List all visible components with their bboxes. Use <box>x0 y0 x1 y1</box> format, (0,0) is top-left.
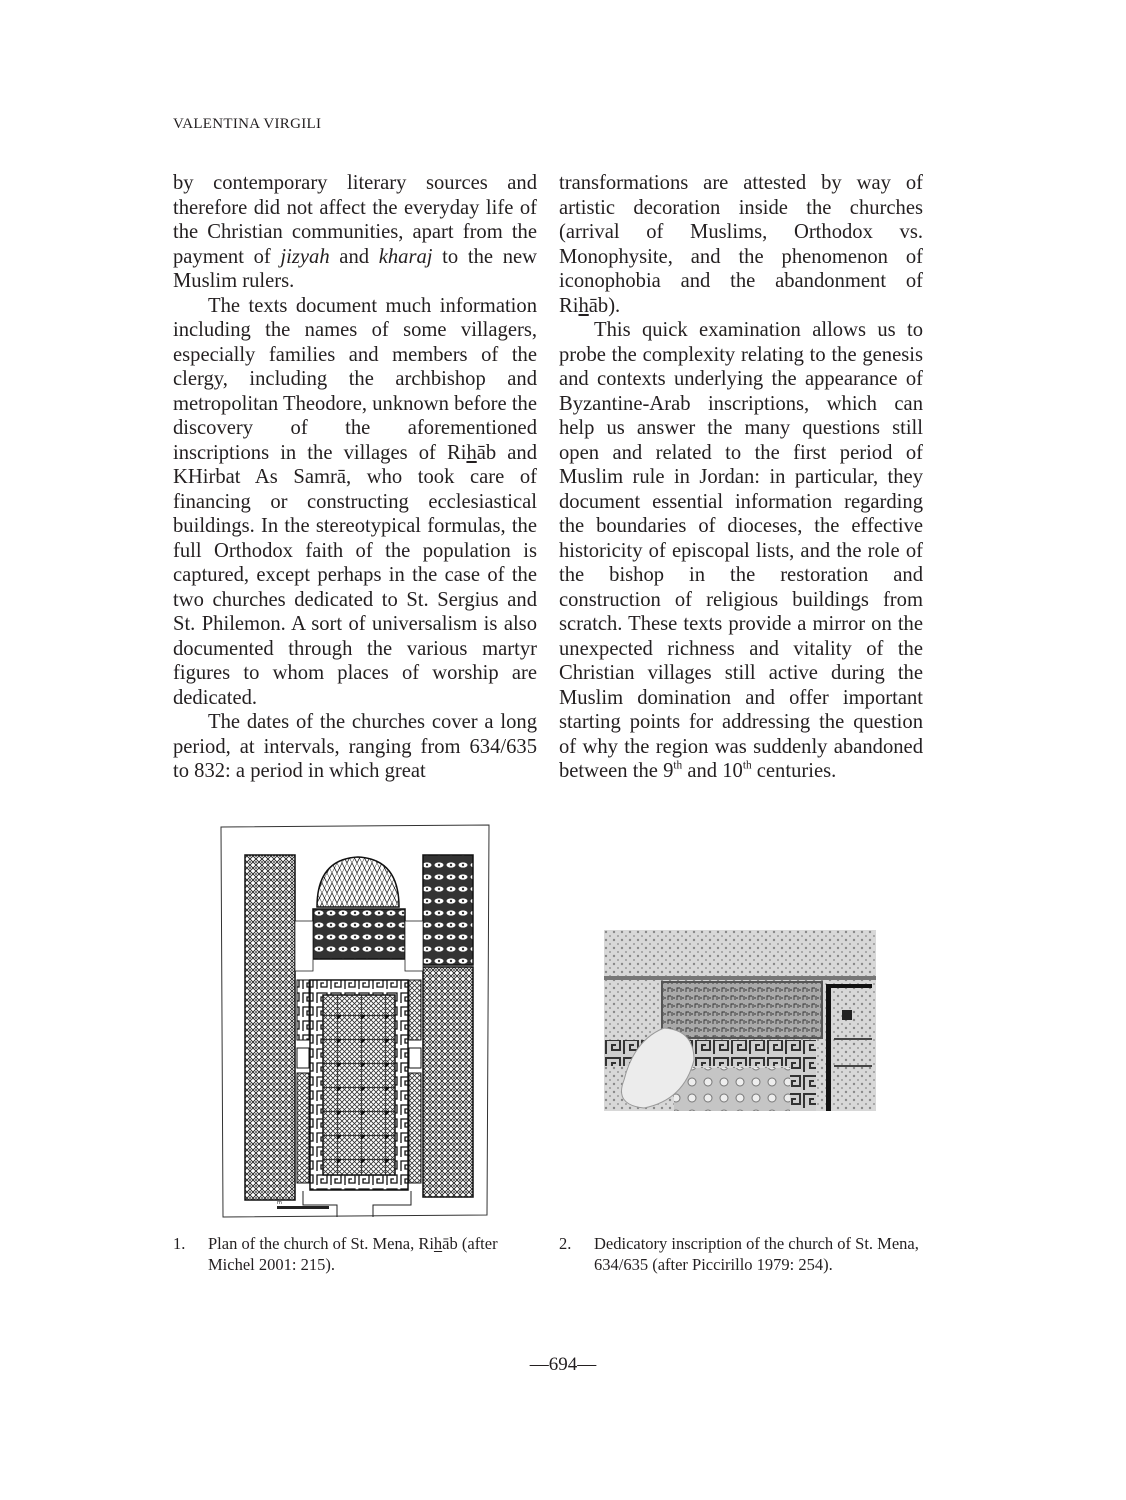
right-column <box>559 171 923 784</box>
paragraph: This quick examination allows us to probe the complexity relating to the genesis and contexts underlying the appearance of Byzantine-Arab inscriptions, which can help us answer the many questions still open and related to the first period of Muslim rule in Jordan: in particular, they document essential information regarding the boundaries of dioceses, the effective historicity of episcopal lists, and the role of the bishop in the restoration and construction of religious buildings from scratch. These texts provide a mirror on the unexpected richness and vitality of the Christian villages still active during the Muslim domination and offer important starting points for addressing the question of why the region was suddenly abandoned between the 9th and 10th centuries. <box>559 319 923 782</box>
italic-term: jizyah <box>280 245 330 268</box>
left-column <box>173 171 537 784</box>
caption-text: Dedicatory inscription of the church of St. Mena, 634/635 (after Piccirillo 1979: 254). <box>594 1234 919 1274</box>
figure-church-plan <box>217 823 493 1219</box>
mosaic-inscription-photo <box>604 930 876 1111</box>
paragraph: by contemporary literary sources and therefore did not affect the everyday life of the Christian communities, apart from the payment of jizyah and kharaj to the new Muslim rulers. <box>173 172 538 292</box>
figure-number: 2. <box>559 1234 572 1253</box>
italic-term: kharaj <box>378 245 433 268</box>
figure-number: 1. <box>173 1234 186 1253</box>
paragraph: The dates of the churches cover a long period, at intervals, ranging from 634/635 to 832: a period in which great <box>173 711 537 782</box>
svg-text:m: m <box>277 1200 282 1206</box>
paragraph: transformations are attested by way of artistic decoration inside the churches (arrival of Muslims, Orthodox vs. Monophysite, and the phenomenon of iconophobia and the abandonment of Rihāb). <box>559 172 923 317</box>
page-number: —694— <box>529 1354 597 1375</box>
floor-plan-drawing <box>217 823 493 1219</box>
caption-text: Plan of the church of St. Mena, Rihāb (after Michel 2001: 215). <box>208 1234 498 1274</box>
paragraph: The texts document much information including the names of some villagers, especially families and members of the clergy, including the archbishop and metropolitan Theodore, unknown before the discovery of the aforementioned inscriptions in the villages of Rihāb and KHirbat As Samrā, who took care of financing or constructing ecclesiastical buildings. In the stereotypical formulas, the full Orthodox faith of the population is captured, except perhaps in the case of the two churches dedicated to St. Sergius and St. Philemon. A sort of universalism is also documented through the various martyr figures to whom places of worship are dedicated. <box>173 294 538 709</box>
figure-mosaic-inscription <box>604 930 876 1111</box>
running-head: VALENTINA VIRGILI <box>173 116 322 132</box>
